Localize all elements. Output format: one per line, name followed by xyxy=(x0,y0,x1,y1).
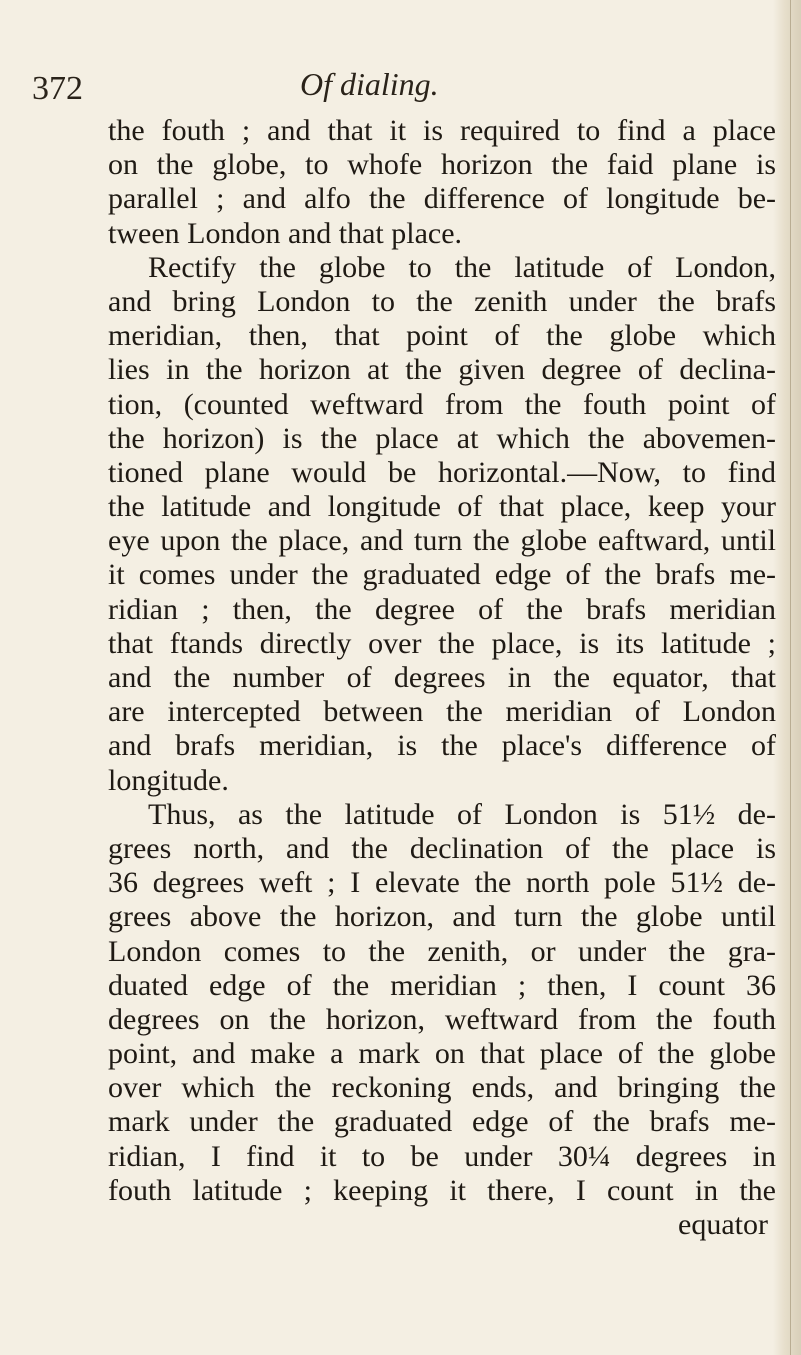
text-line: ridian ; then, the degree of the brafs meridian xyxy=(108,592,776,626)
text-line: the latitude and longitude of that place, keep your xyxy=(108,490,776,524)
running-title: Of dialing. xyxy=(300,66,439,102)
text-line: the horizon) is the place at which the abovemen- xyxy=(108,421,776,455)
text-line: over which the reckoning ends, and bringing the xyxy=(108,1071,776,1105)
text-line: on the globe, to whofe horizon the faid plane is xyxy=(108,148,776,182)
text-line: it comes under the graduated edge of the brafs me- xyxy=(108,558,776,592)
text-line: longitude. xyxy=(108,763,229,797)
text-line: ridian, I find it to be under 30¼ degrees in xyxy=(108,1139,776,1173)
text-line: Rectify the globe to the latitude of London, xyxy=(148,250,776,284)
text-line: the fouth ; and that it is required to find a place xyxy=(108,114,776,147)
text-line: eye upon the place, and turn the globe eaftward, until xyxy=(108,524,776,558)
text-line: grees north, and the declination of the place is xyxy=(108,831,776,865)
page-number: 372 xyxy=(32,70,83,107)
text-line: 36 degrees weft ; I elevate the north pole 51½ de- xyxy=(108,866,776,900)
text-line: London comes to the zenith, or under the gra- xyxy=(108,934,776,968)
text-line: that ftands directly over the place, is its latitude ; xyxy=(108,626,776,660)
page-gutter xyxy=(773,0,801,1355)
text-line: mark under the graduated edge of the brafs me- xyxy=(108,1105,776,1139)
text-line: meridian, then, that point of the globe which xyxy=(108,319,776,353)
text-line: tioned plane would be horizontal.—Now, to find xyxy=(108,455,776,489)
text-line: duated edge of the meridian ; then, I count 36 xyxy=(108,968,776,1002)
text-line: are intercepted between the meridian of London xyxy=(108,695,776,729)
gutter-edge xyxy=(790,0,791,1355)
text-line: and bring London to the zenith under the brafs xyxy=(108,284,776,318)
text-line: lies in the horizon at the given degree of declina- xyxy=(108,353,776,387)
text-line: and brafs meridian, is the place's difference of xyxy=(108,729,776,763)
text-line: fouth latitude ; keeping it there, I count in the xyxy=(108,1173,776,1207)
body-text xyxy=(108,114,776,1242)
text-line: degrees on the horizon, weftward from the fouth xyxy=(108,1002,776,1036)
text-line: parallel ; and alfo the difference of longitude be- xyxy=(108,182,776,216)
text-line: tween London and that place. xyxy=(108,216,463,250)
catchword: equator xyxy=(678,1208,768,1241)
text-line: Thus, as the latitude of London is 51½ de- xyxy=(148,797,776,831)
text-line: point, and make a mark on that place of the globe xyxy=(108,1037,776,1071)
text-line: grees above the horizon, and turn the globe until xyxy=(108,900,776,934)
text-line: tion, (counted weftward from the fouth point of xyxy=(108,387,776,421)
text-line: and the number of degrees in the equator, that xyxy=(108,661,776,694)
